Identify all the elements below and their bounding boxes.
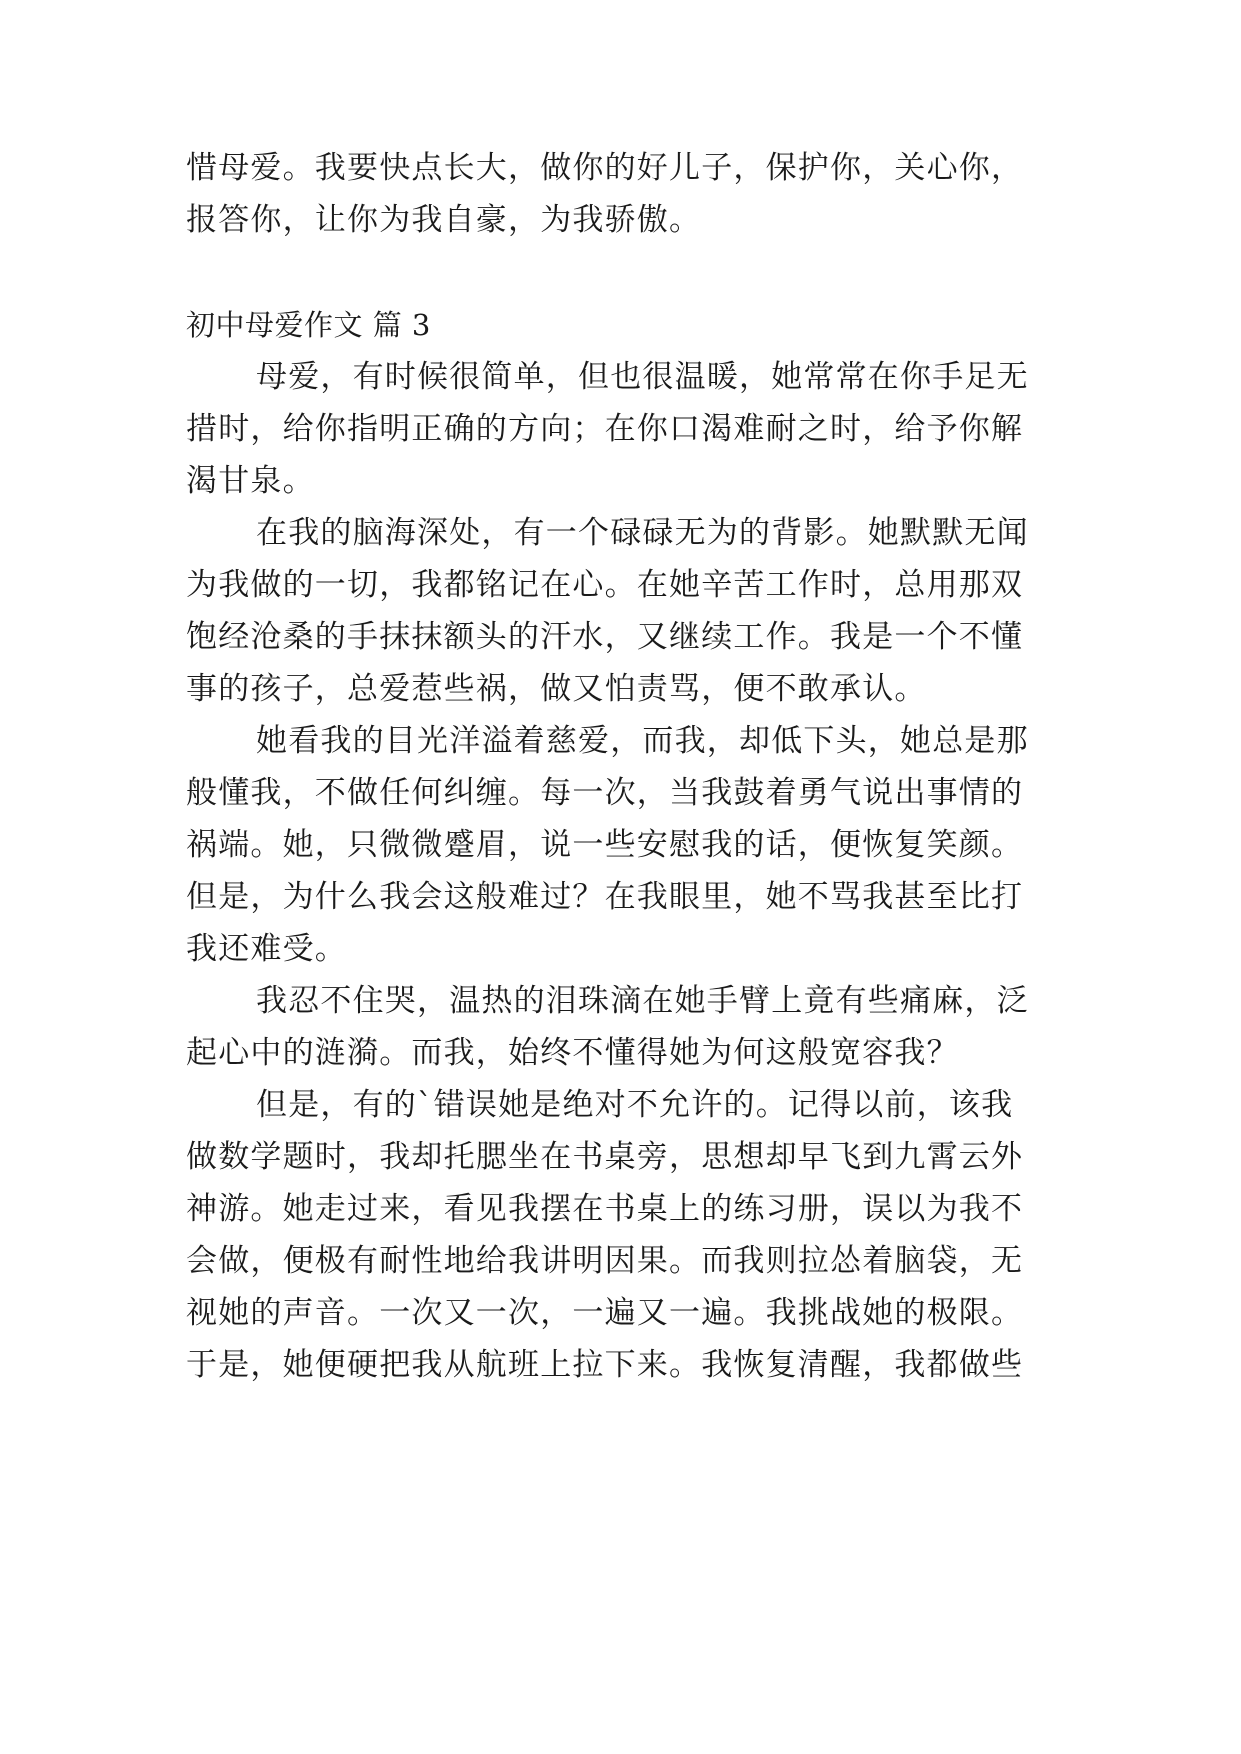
text-line: 于是，她便硬把我从航班上拉下来。我恢复清醒，我都做些 [186,1347,1024,1383]
text-line: 般懂我，不做任何纠缠。每一次，当我鼓着勇气说出事情的 [186,775,1024,811]
text-line: 视她的声音。一次又一次，一遍又一遍。我挑战她的极限。 [186,1295,1024,1331]
text-line: 饱经沧桑的手抹抹额头的汗水，又继续工作。我是一个不懂 [186,619,1024,655]
paragraph-first-line: 母爱，有时候很简单，但也很温暖，她常常在你手足无 [256,359,1029,395]
text-line: 祸端。她，只微微蹙眉，说一些安慰我的话，便恢复笑颜。 [186,827,1024,863]
paragraph-first-line: 但是，有的`错误她是绝对不允许的。记得以前，该我 [256,1087,1014,1123]
paragraph-first-line: 在我的脑海深处，有一个碌碌无为的背影。她默默无闻 [256,515,1029,551]
text-line: 报答你，让你为我自豪，为我骄傲。 [186,202,702,238]
text-line: 做数学题时，我却托腮坐在书桌旁，思想却早飞到九霄云外 [186,1139,1024,1175]
text-line: 为我做的一切，我都铭记在心。在她辛苦工作时，总用那双 [186,567,1024,603]
text-line: 渴甘泉。 [186,463,315,499]
section-heading: 初中母爱作文 篇 3 [186,308,431,342]
paragraph-first-line: 我忍不住哭，温热的泪珠滴在她手臂上竟有些痛麻，泛 [256,983,1029,1019]
text-line: 事的孩子，总爱惹些祸，做又怕责骂，便不敢承认。 [186,671,927,707]
text-line: 但是，为什么我会这般难过？在我眼里，她不骂我甚至比打 [186,879,1024,915]
text-line: 会做，便极有耐性地给我讲明因果。而我则拉怂着脑袋，无 [186,1243,1024,1279]
text-line: 惜母爱。我要快点长大，做你的好儿子，保护你，关心你， [186,150,1024,186]
text-line: 措时，给你指明正确的方向；在你口渴难耐之时，给予你解 [186,411,1024,447]
text-line: 我还难受。 [186,931,347,967]
text-line: 神游。她走过来，看见我摆在书桌上的练习册，误以为我不 [186,1191,1024,1227]
paragraph-first-line: 她看我的目光洋溢着慈爱，而我，却低下头，她总是那 [256,723,1029,759]
text-line: 起心中的涟漪。而我，始终不懂得她为何这般宽容我？ [186,1035,959,1071]
